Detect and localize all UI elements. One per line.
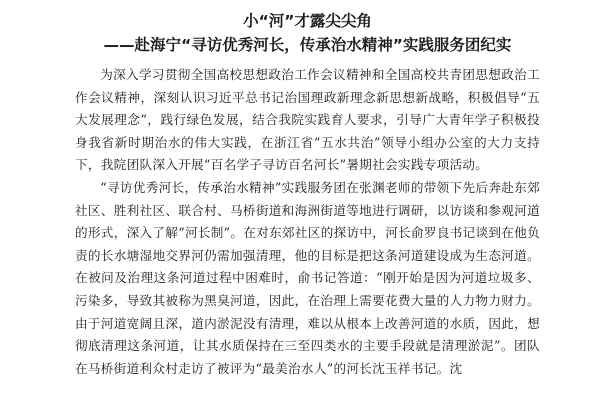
document-title: 小“河”才露尖尖角 bbox=[243, 12, 372, 30]
document-subtitle: ——赴海宁“寻访优秀河长，传承治水精神”实践服务团纪实 bbox=[103, 36, 512, 54]
body-paragraph: “寻访优秀河长，传承治水精神”实践服务团在张渊老师的带领下先后奔赴东郊社区、胜利社区、联合村、马桥街道和海洲街道等地进行调研，以访谈和参观河道的形式，深入了解“河长制”。在对东郊社区的探访中，河长俞罗良书记谈到在他负责的长水塘湿地交界河仍需加强清理，他的目标是把这条河道建设成为生态河道。在被问及治理这条河道过程中困难时，俞书记答道：“刚开始是因为河道垃圾多、污染多，导致其被称为黑臭河道，因此，在治理上需要花费大量的人力物力财力。由于河道宽阔且深，道内淤泥没有清理，难以从根本上改善河道的水质，因此，想彻底清理这条河道，让其水质保持在三至四类水的主要手段就是清理淤泥”。团队在马桥街道利众村走访了被评为“最美治水人”的河长沈玉祥书记。沈 bbox=[75, 179, 540, 376]
body-paragraph: 为深入学习贯彻全国高校思想政治工作会议精神和全国高校共青团思想政治工作会议精神，深刻认识习近平总书记治国理政新理念新思想新战略，积极倡导“五大发展理念”，践行绿色发展，结合我院实践育人要求，引导广大青年学子积极投身我省新时期治水的伟大实践，在浙江省“五水共治”领导小组办公室的大力支持下，我院团队深入开展“百名学子寻访百名河长”暑期社会实践专项活动。 bbox=[75, 67, 540, 173]
